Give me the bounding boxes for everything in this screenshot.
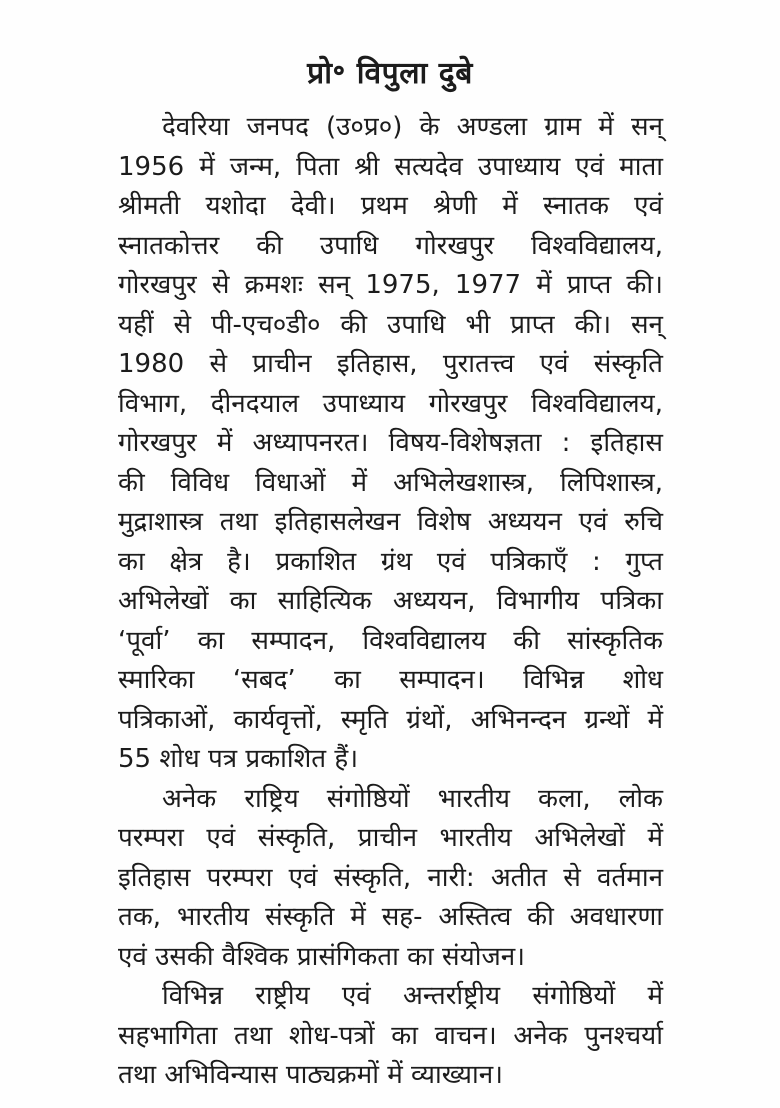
text-line: देवरिया जनपद (उ०प्र०) के अण्डला ग्राम में सन्	[162, 112, 663, 142]
text-line: पत्रिकाओं, कार्यवृत्तों, स्मृति ग्रंथों, अभिनन्दन ग्रन्थों में	[118, 704, 663, 735]
text-line: विभिन्न राष्ट्रीय एवं अन्तर्राष्ट्रीय संगोष्ठियों में	[162, 981, 663, 1011]
text-line: स्मारिका ‘सबद’ का सम्पादन। विभिन्न शोध	[118, 665, 663, 695]
text-line: यहीं से पी-एच०डी० की उपाधि भी प्राप्त की। सन्	[118, 309, 663, 340]
paragraph	[118, 780, 663, 978]
text-line: 1980 से प्राचीन इतिहास, पुरातत्त्व एवं संस्कृति	[118, 349, 663, 379]
text-line: तथा अभिविन्यास पाठ्यक्रमों में व्याख्यान।	[118, 1060, 504, 1090]
text-line: सहभागिता तथा शोध-पत्रों का वाचन। अनेक पुनश्चर्या	[118, 1020, 663, 1051]
text-line: मुद्राशास्त्र तथा इतिहासलेखन विशेष अध्ययन एवं रुचि	[118, 507, 663, 537]
paragraph	[118, 977, 663, 1096]
body-text	[118, 108, 663, 1096]
text-line: तक, भारतीय संस्कृति में सह- अस्तित्व की अवधारणा	[118, 902, 663, 932]
text-line: गोरखपुर से क्रमशः सन् 1975, 1977 में प्राप्त की।	[118, 270, 663, 300]
text-line: का क्षेत्र है। प्रकाशित ग्रंथ एवं पत्रिकाएँ : गुप्त	[118, 546, 663, 577]
text-line: ‘पूर्वा’ का सम्पादन, विश्वविद्यालय की सांस्कृतिक	[118, 625, 663, 656]
text-line: परम्परा एवं संस्कृति, प्राचीन भारतीय अभिलेखों में	[118, 823, 663, 853]
text-line: स्नातकोत्तर की उपाधि गोरखपुर विश्वविद्यालय,	[118, 230, 663, 261]
text-line: 1956 में जन्म, पिता श्री सत्यदेव उपाध्याय एवं माता	[118, 151, 663, 182]
text-line: श्रीमती यशोदा देवी। प्रथम श्रेणी में स्नातक एवं	[118, 191, 663, 221]
text-line: गोरखपुर में अध्यापनरत। विषय-विशेषज्ञता : इतिहास	[118, 428, 663, 458]
text-line: अनेक राष्ट्रिय संगोष्ठियों भारतीय कला, लोक	[162, 783, 663, 814]
text-line: विभाग, दीनदयाल उपाध्याय गोरखपुर विश्वविद्यालय,	[118, 388, 663, 419]
text-line: अभिलेखों का साहित्यिक अध्ययन, विभागीय पत्रिका	[118, 586, 663, 616]
text-line: एवं उसकी वैश्विक प्रासंगिकता का संयोजन।	[118, 941, 526, 972]
text-line: 55 शोध पत्र प्रकाशित हैं।	[118, 744, 359, 774]
paragraph	[118, 108, 663, 780]
text-line: की विविध विधाओं में अभिलेखशास्त्र, लिपिशास्त्र,	[118, 467, 663, 498]
page-title: प्रो॰ विपुला दुबे	[307, 56, 473, 91]
text-line: इतिहास परम्परा एवं संस्कृति, नारी: अतीत से वर्तमान	[118, 862, 663, 893]
